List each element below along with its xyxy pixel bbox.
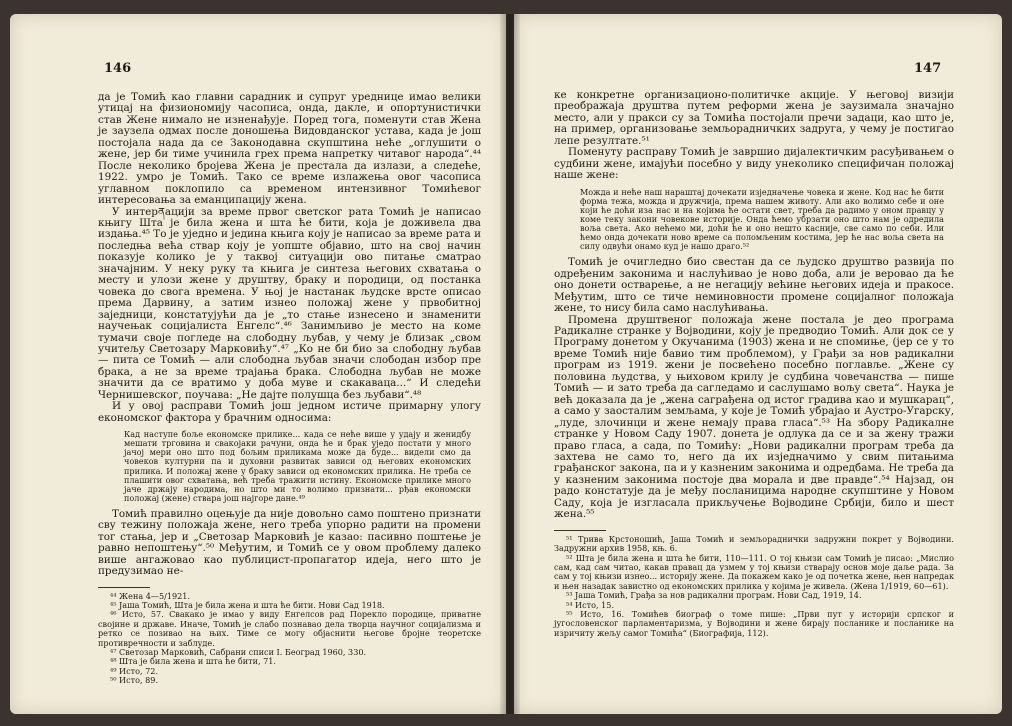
right-page <box>514 14 1002 714</box>
footnote-separator <box>554 530 606 531</box>
footnote: ⁵³ Јаша Томић, Грађа за нов радикални програм. Нови Сад, 1919, 14. <box>566 590 862 601</box>
paragraph: Промена друштвеног положаја жене постала је део програма Радикалне странке у Војводини, коју је предводио Томић. Али док се у Програму донетом у Окучанима (1903) жена и не спомиње, (јер се у то време Томић није бавио тим проблемом), у Грађи за нов радикални програм из 1919. жени је посвећено посебно поглавље. „Жене су половина људства, у њиховом крилу је судбина човечанства — пише Томић — и зато треба да сагледамо и саслушамо вољу света“. Наука је већ доказала да је „жена саграђена од истог градива као и мушкарац“, а само у заосталим земљама, у које је Томић убрајао и Аустро-Угарску, „луде, злочинци и жене немају права гласа“.⁵³ На збору Радикалне странке у Новом Саду 1907. донета је одлука да се и за жену тражи право гласа, а сада, по Томићу: „Нови радикални програм треба да захтева не само то, него да их изједначимо у свим питањима грађанског закона, па и у казненим законима и одредбама. Не треба да у казненим законима постоје два морала и две правде“.⁵⁴ Најзад, он радо констатује да је међу посланицима народне скупштине у Новом Саду, која је изгласала прикључење Војводине Србији, било и шест жена.⁵⁵ <box>554 313 954 521</box>
footnote-separator <box>98 587 150 588</box>
page-number: 146 <box>104 61 132 76</box>
page-body <box>98 92 481 686</box>
block-quote: Кад наступе боље економске прилике... када се неће више у удају и женидбу мешати трговина и свакојаки рачуни, онда ће и брак уједо постати у много јачој мери оно што под бољим приликама може да буде... видели смо да човеков културни па и духовни развитак зависи од његових економских прилика. И положај жене у браку зависи од економских прилика. Не треба се плашити овог схватања, већ треба тражити истину. Економске прилике много јаче држају народима, но што ми то волимо признати... рђав економски положај (жене) ствара још најгоре дане.⁴⁹ <box>124 429 471 503</box>
paragraph: да је Томић као главни сарадник и супруг уреднице имао велики утицај на физиономију часописа, онда, дакле, и опортунистички став Жене нимало не изненађује. Поред тога, поменути став Жена је заузела одмах после доношења Видовданског устава, када је још постојала нада да се Законодавна скупштина неће „оглушити о жене, јер би тиме учинила грех према напретку читавог народа“.⁴⁴ После неколико бројева Жена је престала да излази, а следеће, 1922. умро је Томић. Тако се време излажења овог часописа углавном поклопило са временом интензивног Томићевог интересовања за еманципацију жена. <box>98 91 481 207</box>
footnote: ⁵⁵ Исто, 16. Томићев биограф о томе пише: „Први пут у историји српског и југословенског парламентаризма, у Војводини и жене бирају посланике и посланике на изричиту жељу самог Томића“ (Биографија, 112). <box>554 608 954 638</box>
paragraph: У интерནацији за време првог светског рата Томић је написао књигу Шта је била жена и шта ће бити, која је доживела два издања.⁴⁵ То је уједно и једина књига коју је написао за време рата и последња већа ствар коју је уопште објавио, што на свој начин показује колико је у таквој ситуацији ово питање сматрао значајним. У неку руку та књига је синтеза његових схватања о месту и улози жене у друштву, браку и породици, од постанка човека до свога времена. У њој је настанак људске врсте описао према Дарвину, а затим изнео положај жене у првобитној заједници, констатујући да је „то стање изнесено и знаменити научењак социјалиста Енгелс“.⁴⁶ Занимљиво је место на коме тумачи своје погледе на слободну љубав, у чему је близак „свом учитељу Светозару Марковићу“.⁴⁷ „Ко не би био за слободну љубав — пита се Томић — али слободна љубав значи слободан избор пре брака, а не за време трајања брака. Слободна љубав не може значити да се вратимо у доба муве и скакаваца...“ И следећи Чернишевског, поучава: „Не дајте полушца без љубави“.⁴⁸ <box>98 205 481 401</box>
block-quote: Можда и неће наш нараштај дочекати изједначење човека и жене. Код нас ће бити форма тежа, можда и дружчија, према нашем животу. Али ако волимо себе и оне који ће доћи иза нас и на којима ће остати свет, треба да радимо у оном правцу у коме теку закони човекове историје. Онда ћемо убрзати оно што нам је одредила воља света. Ако нећемо ми, доћи ће и оно нешто касније, све само по себи. Или ћемо онда дочекати ново време са поломљеним костима, јер ће нас воља света на силу одвући онамо куд је нашо драго.⁵² <box>580 186 944 252</box>
paragraph: Поменуту расправу Томић је завршио дијалектичким расуђивањем о судбини жене, имајући посебно у виду унеколико специфичан положај наше жене: <box>554 146 954 182</box>
page-body <box>554 90 954 638</box>
footnote: ⁴⁶ Исто, 57. Свакако је имао у виду Енгелсов рад Порекло породице, приватне својине и државе. Иначе, Томић је слабо познавао дела творца научног социјализма и ретко се позивао на њих. Тиме се могу објаснити његове бројне теоретске противречности и заблуде. <box>98 609 481 648</box>
footnote: ⁵⁰ Исто, 89. <box>110 675 159 686</box>
footnote: ⁴⁸ Шта је била жена и шта ће бити, 71. <box>110 656 276 667</box>
footnote: ⁴⁹ Исто, 72. <box>110 665 159 676</box>
page-number: 147 <box>914 61 942 76</box>
footnote: ⁴⁵ Јаша Томић, Шта је била жена и шта ће бити. Нови Сад 1918. <box>110 600 385 611</box>
footnote: ⁵¹ Трива Крстоношић, Јаша Томић и земљораднички задружни покрет у Војводини. Задружни архив 1958, књ. 6. <box>554 533 954 554</box>
footnote: ⁴⁴ Жена 4—5/1921. <box>110 590 191 601</box>
paragraph: Томић правилно оцењује да није довољно само поштено признати сву тежину положаја жене, него треба упорно радити на промени тог стања, јер и „Светозар Марковић је казао: пасивно поштење је равно непоштењу“.⁵⁰ Међутим, и Томић се у овом проблему далеко више ангажовао као публицист-пропагатор идеја, него што је предузимао не- <box>98 507 481 578</box>
left-page <box>10 14 506 714</box>
footnote: ⁴⁷ Светозар Марковић, Сабрани списи I. Београд 1960, 330. <box>110 647 367 658</box>
footnote: ⁵⁴ Исто, 15. <box>566 599 615 610</box>
footnote: ⁵² Шта је била жена и шта ће бити, 110—111. О тој књизи сам Томић је писао: „Мислио сам, кад сам читао, какав правац да узмем у тој књизи стварају основ моје даље рада. За сам у тој књизи изнео... историју жене. Да покажем како је од почетка жене, њен напредак и њен назадак завистно од економских прилика у којима је живела. (Жена 1/1919, 60—61). <box>554 552 954 591</box>
paragraph: Томић је очигледно био свестан да се људско друштво развија по одређеним законима и наслућивао је ново доба, али је веровао да ће оно донети остварење, а не негацију већине његових идеја и пракосе. Међутим, што се тиче неминовности промене социјалног положаја жене, то нису била само наслућивања. <box>554 256 954 315</box>
paragraph: И у овој расправи Томић још једном истиче примарну улогу економског фактора у брачним односима: <box>98 400 481 424</box>
paragraph: ке конкретне организационо-политичке акције. У његовој визији преображаја друштва путем реформи жена је заузимала значајно место, али у пракси су за Томића постојали пречи задаци, као што је, на пример, организовање земљорадничких задруга, у чему је постигао лепе резултате.⁵¹ <box>554 89 954 147</box>
book-gutter <box>500 14 520 714</box>
